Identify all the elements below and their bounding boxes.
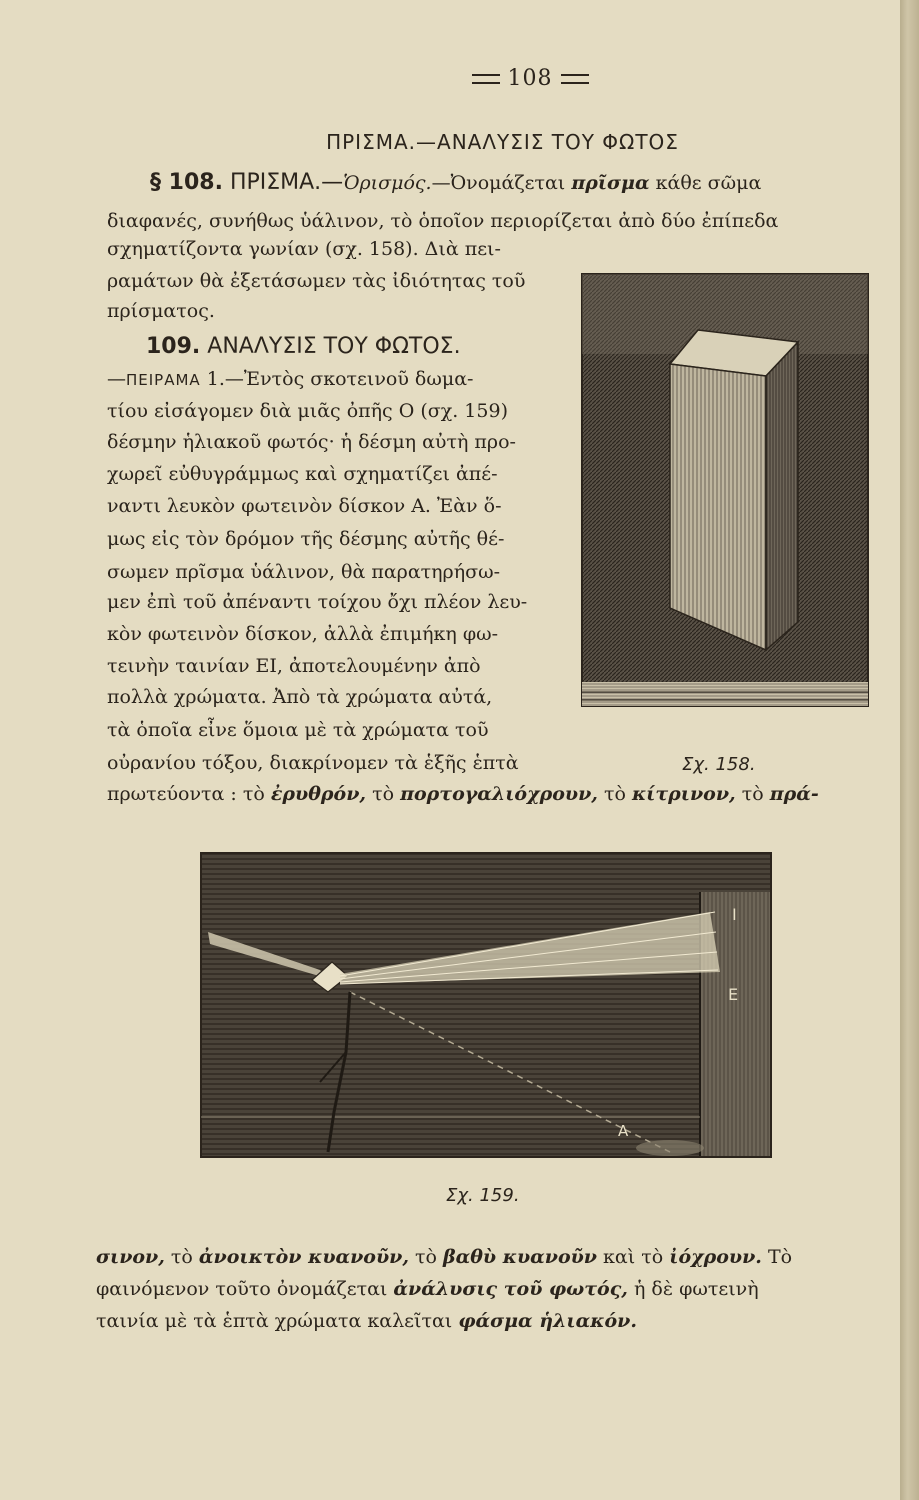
text-line: ναντι λευκὸν φωτεινὸν δίσκον Α. Ἐὰν ὅ- bbox=[107, 495, 502, 517]
page-edge bbox=[900, 0, 919, 1500]
text-line: φαινόμενον τοῦτο ὀνομάζεται ἀνάλυσις τοῦ φωτός, ἡ δὲ φωτεινὴ bbox=[96, 1278, 759, 1300]
text-line: οὐρανίου τόξου, διακρίνομεν τὰ ἑξῆς ἑπτὰ bbox=[107, 752, 519, 774]
text-line: σωμεν πρῖσμα ὑάλινον, θὰ παρατηρήσω- bbox=[107, 561, 500, 583]
page-number-rule-right bbox=[561, 74, 589, 84]
text-line: πρίσματος. bbox=[107, 300, 215, 322]
text-line: τίου εἰσάγομεν διὰ μιᾶς ὀπῆς Ο (σχ. 159) bbox=[107, 400, 508, 422]
section-109-heading: 109. ΑΝΑΛΥΣΙΣ ΤΟΥ ΦΩΤΟΣ. bbox=[146, 334, 461, 359]
text-line: διαφανές, συνήθως ὑάλινον, τὸ ὁποῖον περιορίζεται ἀπὸ δύο ἐπίπεδα bbox=[107, 210, 779, 232]
colors-line-1: πρωτεύοντα : τὸ ἐρυθρόν, τὸ πορτογαλιόχρουν, τὸ κίτρινον, τὸ πρά- bbox=[107, 783, 819, 805]
text-line: πολλὰ χρώματα. Ἀπὸ τὰ χρώματα αὐτά, bbox=[107, 686, 493, 708]
figure-158-caption: Σχ. 158. bbox=[682, 754, 756, 775]
text-line: σχηματίζοντα γωνίαν (σχ. 158). Διὰ πει- bbox=[107, 238, 501, 260]
figure-159-caption: Σχ. 159. bbox=[446, 1185, 520, 1206]
prism-illustration bbox=[580, 272, 870, 740]
text-line: χωρεῖ εὐθυγράμμως καὶ σχηματίζει ἀπέ- bbox=[107, 463, 498, 485]
label-A: A bbox=[618, 1122, 629, 1140]
text-line: ραμάτων θὰ ἐξετάσωμεν τὰς ἰδιότητας τοῦ bbox=[107, 270, 526, 292]
page-number-rule-left bbox=[472, 74, 500, 84]
text-line: τεινὴν ταινίαν ΕΙ, ἀποτελουμένην ἀπὸ bbox=[107, 655, 481, 677]
label-E: E bbox=[728, 985, 739, 1004]
chapter-title: ΠΡΙΣΜΑ.—ΑΝΑΛΥΣΙΣ ΤΟΥ ΦΩΤΟΣ bbox=[326, 130, 679, 154]
figure-159-dispersion bbox=[200, 852, 772, 1158]
dispersion-illustration bbox=[200, 852, 772, 1158]
text-line: μως εἰς τὸν δρόμον τῆς δέσμης αὐτῆς θέ- bbox=[107, 528, 505, 550]
section-108-heading: § 108. ΠΡΙΣΜΑ.—Ὁρισμός.—Ὀνομάζεται πρῖσμα κάθε σῶμα bbox=[150, 170, 762, 195]
colors-line-2: σινον, τὸ ἀνοικτὸν κυανοῦν, τὸ βαθὺ κυανοῦν καὶ τὸ ἰόχρουν. Τὸ bbox=[96, 1246, 793, 1268]
text-line: δέσμην ἡλιακοῦ φωτός· ἡ δέσμη αὐτὴ προ- bbox=[107, 431, 516, 453]
figure-158-prism bbox=[580, 272, 870, 740]
text-line: κὸν φωτεινὸν δίσκον, ἀλλὰ ἐπιμήκη φω- bbox=[107, 623, 499, 645]
label-I: I bbox=[732, 905, 737, 924]
page-number: 108 bbox=[0, 66, 919, 91]
experiment-line: —ΠΕΙΡΑΜΑ 1.—Ἐντὸς σκοτεινοῦ δωμα- bbox=[107, 368, 474, 390]
text-line: ταινία μὲ τὰ ἑπτὰ χρώματα καλεῖται φάσμα ἡλιακόν. bbox=[96, 1310, 637, 1332]
text-line: μεν ἐπὶ τοῦ ἀπέναντι τοίχου ὄχι πλέον λευ- bbox=[107, 591, 528, 613]
text-line: τὰ ὁποῖα εἶνε ὅμοια μὲ τὰ χρώματα τοῦ bbox=[107, 719, 489, 741]
